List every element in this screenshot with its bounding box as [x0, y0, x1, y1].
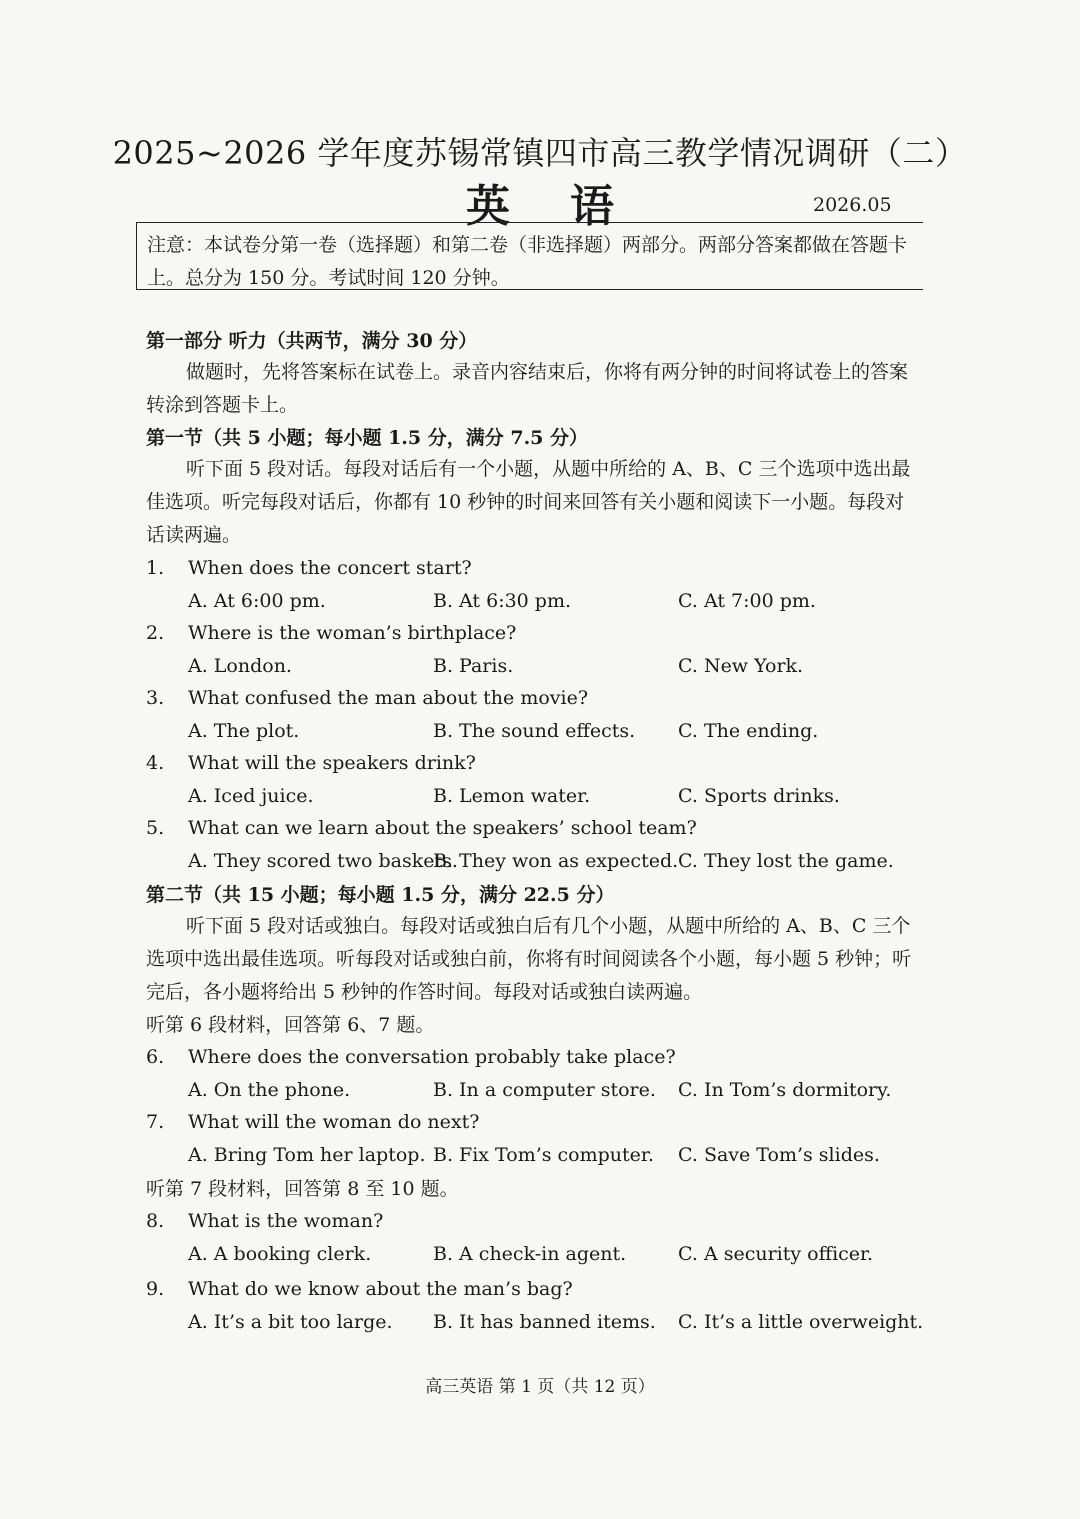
question-text: Where is the woman’s birthplace?: [188, 622, 517, 644]
question-number: 3.: [146, 687, 165, 709]
option-a: A. It’s a bit too large.: [188, 1311, 393, 1333]
option-c: C. A security officer.: [678, 1243, 874, 1265]
question-text: What do we know about the man’s bag?: [188, 1278, 573, 1300]
option-c: C. Sports drinks.: [678, 785, 840, 807]
option-b: B. A check-in agent.: [433, 1243, 627, 1265]
option-b: B. At 6:30 pm.: [433, 590, 572, 612]
option-a: A. London.: [188, 655, 292, 677]
section2-instruction: 听下面 5 段对话或独白。每段对话或独白后有几个小题，从题中所给的 A、B、C 三个选项中选出最佳选项。听每段对话或独白前，你将有时间阅读各个小题，每小题 5 秒钟；听完后，各小题将给出 5 秒钟的作答时间。每段对话或独白读两遍。: [146, 915, 912, 1003]
material-note-7: 听第 7 段材料，回答第 8 至 10 题。: [146, 1178, 459, 1200]
option-a: A. The plot.: [188, 720, 300, 742]
question-text: What can we learn about the speakers’ school team?: [188, 817, 697, 839]
option-a: A. They scored two baskets.: [188, 850, 458, 872]
option-c: C. They lost the game.: [678, 850, 894, 872]
question-text: What will the speakers drink?: [188, 752, 476, 774]
question-text: When does the concert start?: [188, 557, 472, 579]
option-a: A. At 6:00 pm.: [188, 590, 326, 612]
question-text: Where does the conversation probably take place?: [188, 1046, 676, 1068]
exam-date: 2026.05: [813, 194, 892, 216]
exam-title: 2025~2026 学年度苏锡常镇四市高三教学情况调研（二）: [112, 134, 968, 172]
part1-instruction: 做题时，先将答案标在试卷上。录音内容结束后，你将有两分钟的时间将试卷上的答案转涂到答题卡上。: [146, 361, 909, 416]
question-number: 5.: [146, 817, 165, 839]
option-a: A. On the phone.: [188, 1079, 351, 1101]
question-number: 1.: [146, 557, 165, 579]
notice-box: [136, 222, 923, 290]
option-c: C. It’s a little overweight.: [678, 1311, 924, 1333]
question-number: 6.: [146, 1046, 165, 1068]
question-number: 9.: [146, 1278, 165, 1300]
option-b: B. Lemon water.: [433, 785, 591, 807]
page-footer: 高三英语 第 1 页（共 12 页）: [425, 1377, 655, 1397]
option-b: B. They won as expected.: [433, 850, 679, 872]
option-b: B. Paris.: [433, 655, 514, 677]
question-number: 7.: [146, 1111, 165, 1133]
subject-title: 英语: [466, 181, 674, 232]
question-text: What confused the man about the movie?: [188, 687, 589, 709]
question-text: What is the woman?: [188, 1210, 384, 1232]
option-c: C. In Tom’s dormitory.: [678, 1079, 892, 1101]
option-a: A. Iced juice.: [188, 785, 314, 807]
material-note-6: 听第 6 段材料，回答第 6、7 题。: [146, 1014, 435, 1036]
section1-heading: 第一节（共 5 小题；每小题 1.5 分，满分 7.5 分）: [146, 427, 589, 449]
option-c: C. The ending.: [678, 720, 819, 742]
option-a: A. Bring Tom her laptop.: [188, 1144, 426, 1166]
option-a: A. A booking clerk.: [188, 1243, 372, 1265]
option-b: B. It has banned items.: [433, 1311, 656, 1333]
question-number: 8.: [146, 1210, 165, 1232]
section1-instruction: 听下面 5 段对话。每段对话后有一个小题，从题中所给的 A、B、C 三个选项中选出最佳选项。听完每段对话后，你都有 10 秒钟的时间来回答有关小题和阅读下一小题。每段对话读两遍。: [146, 458, 911, 546]
option-b: B. Fix Tom’s computer.: [433, 1144, 654, 1166]
question-number: 4.: [146, 752, 165, 774]
notice-text: 注意：本试卷分第一卷（选择题）和第二卷（非选择题）两部分。两部分答案都做在答题卡上。总分为 150 分。考试时间 120 分钟。: [147, 234, 908, 289]
option-b: B. The sound effects.: [433, 720, 636, 742]
question-text: What will the woman do next?: [188, 1111, 480, 1133]
section2-heading: 第二节（共 15 小题；每小题 1.5 分，满分 22.5 分）: [146, 884, 615, 906]
option-c: C. At 7:00 pm.: [678, 590, 816, 612]
option-b: B. In a computer store.: [433, 1079, 656, 1101]
part1-heading: 第一部分 听力（共两节，满分 30 分）: [146, 330, 478, 352]
option-c: C. Save Tom’s slides.: [678, 1144, 880, 1166]
question-number: 2.: [146, 622, 165, 644]
option-c: C. New York.: [678, 655, 804, 677]
